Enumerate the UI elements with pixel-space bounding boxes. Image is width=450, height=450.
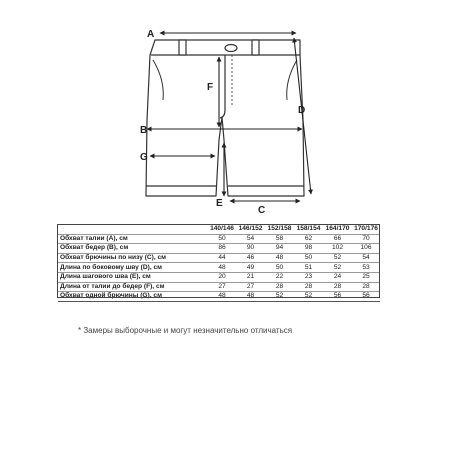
label-a: A bbox=[147, 29, 155, 40]
row-value: 48 bbox=[208, 263, 236, 273]
row-label: Длина по боковому шву (D), см bbox=[58, 263, 208, 273]
table-row bbox=[58, 244, 380, 254]
row-value: 66 bbox=[323, 234, 352, 244]
row-value: 90 bbox=[236, 244, 265, 254]
row-label: Обхват брючины по низу (С), см bbox=[58, 253, 208, 263]
size-header: 158/154 bbox=[294, 225, 323, 234]
table-row bbox=[58, 292, 380, 302]
size-header: 170/176 bbox=[352, 225, 380, 234]
row-label: Длина шагового шва (Е), см bbox=[58, 272, 208, 282]
row-value: 54 bbox=[352, 253, 380, 263]
row-value: 25 bbox=[352, 272, 380, 282]
measure-c-leg-opening bbox=[230, 201, 300, 216]
row-value: 28 bbox=[352, 282, 380, 292]
table-row bbox=[58, 272, 380, 282]
row-value: 23 bbox=[294, 272, 323, 282]
measure-a-waist bbox=[147, 29, 296, 40]
row-value: 50 bbox=[208, 234, 236, 244]
row-value: 24 bbox=[323, 272, 352, 282]
label-d: D bbox=[298, 105, 306, 116]
table-row bbox=[58, 282, 380, 292]
row-value: 52 bbox=[265, 292, 294, 302]
label-b: B bbox=[140, 125, 148, 136]
row-value: 27 bbox=[208, 282, 236, 292]
row-label: Обхват бедер (В), см bbox=[58, 244, 208, 254]
row-value: 106 bbox=[352, 244, 380, 254]
measurement-note: * Замеры выборочные и могут незначительно отличаться bbox=[78, 326, 293, 335]
row-value: 94 bbox=[265, 244, 294, 254]
row-value: 20 bbox=[208, 272, 236, 282]
row-value: 49 bbox=[236, 263, 265, 273]
row-value: 28 bbox=[265, 282, 294, 292]
size-header: 164/170 bbox=[323, 225, 352, 234]
row-value: 86 bbox=[208, 244, 236, 254]
row-value: 48 bbox=[236, 292, 265, 302]
size-header: 140/146 bbox=[208, 225, 236, 234]
label-e: E bbox=[216, 198, 223, 209]
row-value: 21 bbox=[236, 272, 265, 282]
row-value: 50 bbox=[265, 263, 294, 273]
row-value: 102 bbox=[323, 244, 352, 254]
table-row bbox=[58, 234, 380, 244]
size-header: 152/158 bbox=[265, 225, 294, 234]
row-value: 56 bbox=[323, 292, 352, 302]
table-row bbox=[58, 263, 380, 273]
label-f: F bbox=[207, 82, 214, 93]
row-value: 52 bbox=[323, 263, 352, 273]
row-value: 51 bbox=[294, 263, 323, 273]
shorts-measurement-diagram bbox=[0, 0, 450, 222]
row-value: 48 bbox=[265, 253, 294, 263]
row-label: Длина от талии до бедер (F), см bbox=[58, 282, 208, 292]
row-value: 27 bbox=[236, 282, 265, 292]
header-label bbox=[58, 225, 208, 234]
label-g: G bbox=[140, 152, 148, 163]
row-value: 52 bbox=[294, 292, 323, 302]
row-value: 46 bbox=[236, 253, 265, 263]
size-table-header bbox=[58, 225, 380, 234]
label-c: C bbox=[258, 205, 266, 216]
row-value: 28 bbox=[294, 282, 323, 292]
table-row bbox=[58, 253, 380, 263]
row-value: 53 bbox=[352, 263, 380, 273]
size-table bbox=[58, 225, 380, 302]
row-value: 56 bbox=[352, 292, 380, 302]
row-value: 52 bbox=[323, 253, 352, 263]
row-label: Обхват талии (А), см bbox=[58, 234, 208, 244]
row-value: 54 bbox=[236, 234, 265, 244]
shorts-drawing bbox=[146, 40, 304, 196]
row-value: 44 bbox=[208, 253, 236, 263]
row-value: 98 bbox=[294, 244, 323, 254]
row-label: Обхват одной брючины (G), см bbox=[58, 292, 208, 302]
row-value: 28 bbox=[323, 282, 352, 292]
row-value: 48 bbox=[208, 292, 236, 302]
row-value: 22 bbox=[265, 272, 294, 282]
row-value: 70 bbox=[352, 234, 380, 244]
row-value: 58 bbox=[265, 234, 294, 244]
size-header: 146/152 bbox=[236, 225, 265, 234]
row-value: 62 bbox=[294, 234, 323, 244]
row-value: 50 bbox=[294, 253, 323, 263]
